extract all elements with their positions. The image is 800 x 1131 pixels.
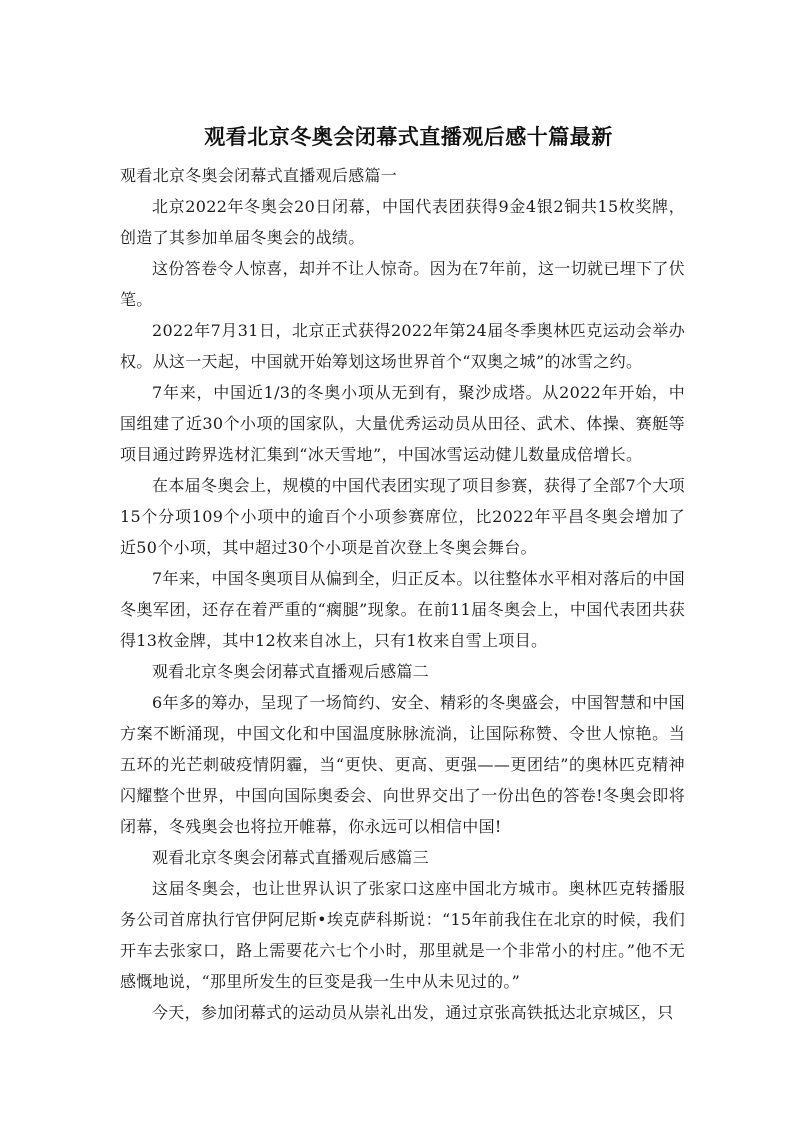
paragraph: 这届冬奥会，也让世界认识了张家口这座中国北方城市。奥林匹克转播服务公司首席执行官伊阿尼斯•埃克萨科斯说：“15年前我住在北京的时候，我们开车去张家口，路上需要花六七个小时，那里就是一个非常小的村庄。”他不无感慨地说，“那里所发生的巨变是我一生中从未见过的。” — [120, 879, 685, 991]
section-heading-3: 观看北京冬奥会闭幕式直播观后感篇三 — [152, 848, 430, 867]
paragraph: 这份答卷令人惊喜，却并不让人惊奇。因为在7年前，这一切就已埋下了伏笔。 — [120, 259, 685, 309]
paragraph: 7年来，中国近1/3的冬奥小项从无到有，聚沙成塔。从2022年开始，中国组建了近30个小项的国家队，大量优秀运动员从田径、武术、体操、赛艇等项目通过跨界选材汇集到“冰天雪地”，中国冰雪运动健儿数量成倍增长。 — [120, 383, 685, 464]
section-heading-2: 观看北京冬奥会闭幕式直播观后感篇二 — [152, 662, 430, 681]
document-page — [120, 120, 685, 1028]
document-title: 观看北京冬奥会闭幕式直播观后感十篇最新 — [204, 125, 613, 149]
paragraph: 2022年7月31日，北京正式获得2022年第24届冬季奥林匹克运动会举办权。从这一天起，中国就开始筹划这场世界首个“双奥之城”的冰雪之约。 — [120, 321, 685, 371]
paragraph: 北京2022年冬奥会20日闭幕，中国代表团获得9金4银2铜共15枚奖牌，创造了其参加单届冬奥会的战绩。 — [120, 197, 685, 247]
paragraph: 6年多的筹办，呈现了一场简约、安全、精彩的冬奥盛会，中国智慧和中国方案不断涌现，中国文化和中国温度脉脉流淌，让国际称赞、令世人惊艳。当五环的光芒刺破疫情阴霾，当“更快、更高、更强——更团结”的奥林匹克精神闪耀整个世界，中国向国际奥委会、向世界交出了一份出色的答卷!冬奥会即将闭幕，冬残奥会也将拉开帷幕，你永远可以相信中国! — [120, 693, 685, 836]
paragraph: 7年来，中国冬奥项目从偏到全，归正反本。以往整体水平相对落后的中国冬奥军团，还存在着严重的“瘸腿”现象。在前11届冬奥会上，中国代表团共获得13枚金牌，其中12枚来自冰上，只有1枚来自雪上项目。 — [120, 569, 685, 650]
paragraph: 今天，参加闭幕式的运动员从崇礼出发，通过京张高铁抵达北京城区，只 — [152, 1003, 674, 1022]
paragraph: 在本届冬奥会上，规模的中国代表团实现了项目参赛，获得了全部7个大项15个分项109个小项中的逾百个小项参赛席位，比2022年平昌冬奥会增加了近50个小项，其中超过30个小项是首次登上冬奥会舞台。 — [120, 476, 685, 557]
section-heading-1: 观看北京冬奥会闭幕式直播观后感篇一 — [120, 166, 398, 185]
